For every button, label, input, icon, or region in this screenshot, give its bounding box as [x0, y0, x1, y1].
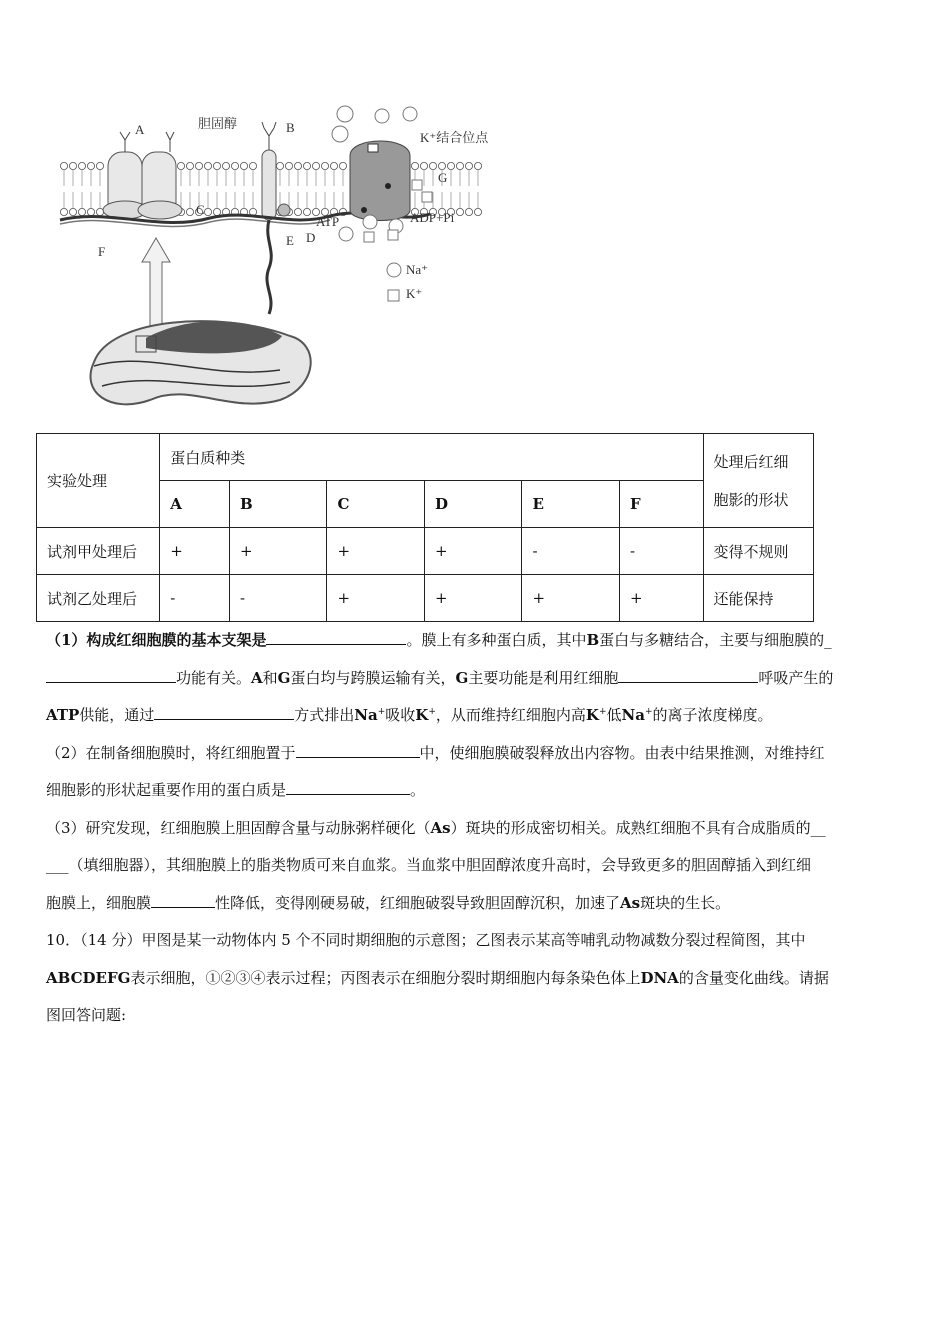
q1-text: A	[251, 668, 263, 687]
label-f: F	[98, 244, 106, 259]
label-a: A	[135, 122, 145, 137]
answer-blank[interactable]	[46, 667, 176, 683]
answer-blank[interactable]	[296, 742, 420, 758]
q10-text: DNA	[640, 968, 679, 987]
label-cholesterol: 胆固醇	[198, 116, 238, 131]
q1-text: B	[586, 631, 600, 649]
cell-value: +	[424, 528, 521, 575]
q1-text: ，从而维持红细胞内高	[435, 706, 586, 724]
q3-text: ）斑块的形成密切相关。成熟红细胞不具有合成脂质的__	[450, 818, 826, 837]
answer-blank[interactable]	[618, 667, 758, 683]
label-na-legend: Na⁺	[406, 262, 429, 277]
q1-text: 低	[606, 706, 622, 724]
q1-text: ATP	[46, 706, 80, 724]
q1-text: Na	[354, 706, 378, 724]
q1-text: 吸收	[385, 706, 416, 724]
q1-text: 主要功能是利用红细胞	[468, 668, 619, 687]
cell-value: +	[327, 575, 424, 622]
q10-text: ABCDEFG	[46, 968, 131, 987]
q3-text: 斑块的生长。	[640, 893, 731, 912]
protein-header: B	[230, 481, 327, 528]
header-shape: 处理后红细胞影的形状	[703, 434, 813, 528]
protein-header: D	[424, 481, 521, 528]
q1-text: 蛋白均与跨膜运输有关，	[290, 668, 456, 687]
question-text	[46, 622, 908, 1035]
q1-text: 。膜上有多种蛋白质，其中	[406, 631, 587, 649]
question-3	[46, 810, 908, 923]
answer-blank[interactable]	[286, 779, 410, 795]
q1-text: 方式排出	[294, 706, 355, 724]
q3-text: 胞膜上，细胞膜	[46, 893, 152, 912]
table-row	[37, 575, 814, 622]
membrane-diagram	[50, 100, 520, 418]
question-1	[46, 622, 908, 735]
answer-blank[interactable]	[154, 704, 294, 720]
cell-value: -	[230, 575, 327, 622]
q1-text: 蛋白与多糖结合，主要与细胞膜的_	[599, 631, 832, 649]
row-label: 试剂乙处理后	[37, 575, 160, 622]
table-header-row	[37, 434, 814, 481]
question-10	[46, 922, 908, 1035]
cell-value: +	[160, 528, 230, 575]
cell-shape: 还能保持	[703, 575, 813, 622]
header-protein: 蛋白质种类	[160, 434, 703, 481]
q3-text: 性降低，变得刚硬易破，红细胞破裂导致胆固醇沉积，加速了	[215, 893, 621, 912]
label-b: B	[286, 120, 295, 135]
q2-text: 细胞影的形状起重要作用的蛋白质是	[46, 781, 287, 799]
membrane-svg	[50, 100, 520, 418]
label-k-legend: K⁺	[406, 286, 423, 301]
superscript: +	[644, 707, 653, 717]
answer-blank[interactable]	[151, 892, 215, 908]
label-adp: ADP+Pi	[410, 210, 455, 225]
protein-b	[262, 122, 290, 220]
q2-text: （2）在制备细胞膜时，将红细胞置于	[46, 743, 296, 762]
q1-text: K	[585, 706, 599, 724]
q1-text: 呼吸产生的	[758, 668, 834, 687]
cell-value: +	[619, 575, 703, 622]
protein-a	[103, 132, 182, 219]
q1-text: K	[415, 706, 429, 724]
header-treatment: 实验处理	[37, 434, 160, 528]
cell-value: -	[522, 528, 619, 575]
protein-header: C	[327, 481, 424, 528]
question-2	[46, 735, 908, 810]
label-atp: ATP	[316, 214, 340, 229]
superscript: +	[428, 707, 436, 717]
q2-text: 中，使细胞膜破裂释放出内容物。由表中结果推测，对维持红	[419, 743, 825, 762]
q10-text: 图回答问题:	[46, 1006, 127, 1024]
q10-text: 甲图是某一动物体内 5 个不同时期细胞的示意图；乙图表示某高等哺乳动物减数分裂过程简图，其中	[141, 931, 806, 949]
cell-value: +	[522, 575, 619, 622]
q3-text: ___（填细胞器），其细胞膜上的脂类物质可来自血浆。当血浆中胆固醇浓度升高时，会导致更多的胆固醇插入到红细	[46, 856, 812, 874]
q1-text: Na	[621, 706, 645, 724]
red-cell-shadow	[91, 321, 311, 404]
q3-text: （3）研究发现，红细胞膜上胆固醇含量与动脉粥样硬化（	[46, 818, 431, 837]
table-row	[37, 528, 814, 575]
question-number: 10．（14 分）	[46, 931, 142, 949]
label-g: G	[438, 170, 448, 185]
q1-text: 功能有关。	[176, 668, 252, 687]
cell-value: +	[424, 575, 521, 622]
q10-text: 的含量变化曲线。请据	[678, 968, 829, 987]
protein-g	[350, 141, 410, 221]
cell-value: -	[160, 575, 230, 622]
q1-text: 的离子浓度梯度。	[652, 706, 773, 724]
superscript: +	[377, 707, 386, 717]
experiment-table	[36, 433, 814, 622]
protein-header: E	[522, 481, 619, 528]
q1-text: G	[455, 668, 469, 687]
cell-value: +	[230, 528, 327, 575]
cell-value: -	[619, 528, 703, 575]
label-c: C	[196, 202, 205, 217]
protein-e	[267, 220, 271, 314]
label-d: D	[306, 230, 316, 245]
superscript: +	[598, 707, 607, 717]
q1-text: 供能，通过	[79, 706, 155, 724]
label-k-site: K⁺结合位点	[420, 130, 489, 145]
row-label: 试剂甲处理后	[37, 528, 160, 575]
protein-header: A	[160, 481, 230, 528]
q2-text: 。	[410, 781, 426, 799]
q1-text: （1）构成红细胞膜的基本支架是	[46, 631, 267, 649]
cell-shape: 变得不规则	[703, 528, 813, 575]
q10-text: 表示细胞，①②③④表示过程；丙图表示在细胞分裂时期细胞内每条染色体上	[130, 968, 641, 987]
q1-text: G	[277, 668, 291, 687]
protein-header: F	[619, 481, 703, 528]
cell-value: +	[327, 528, 424, 575]
q3-text: As	[620, 893, 641, 912]
label-e: E	[286, 233, 294, 248]
q3-text: As	[430, 818, 451, 837]
answer-blank[interactable]	[266, 629, 406, 645]
q1-text: 和	[262, 668, 278, 687]
